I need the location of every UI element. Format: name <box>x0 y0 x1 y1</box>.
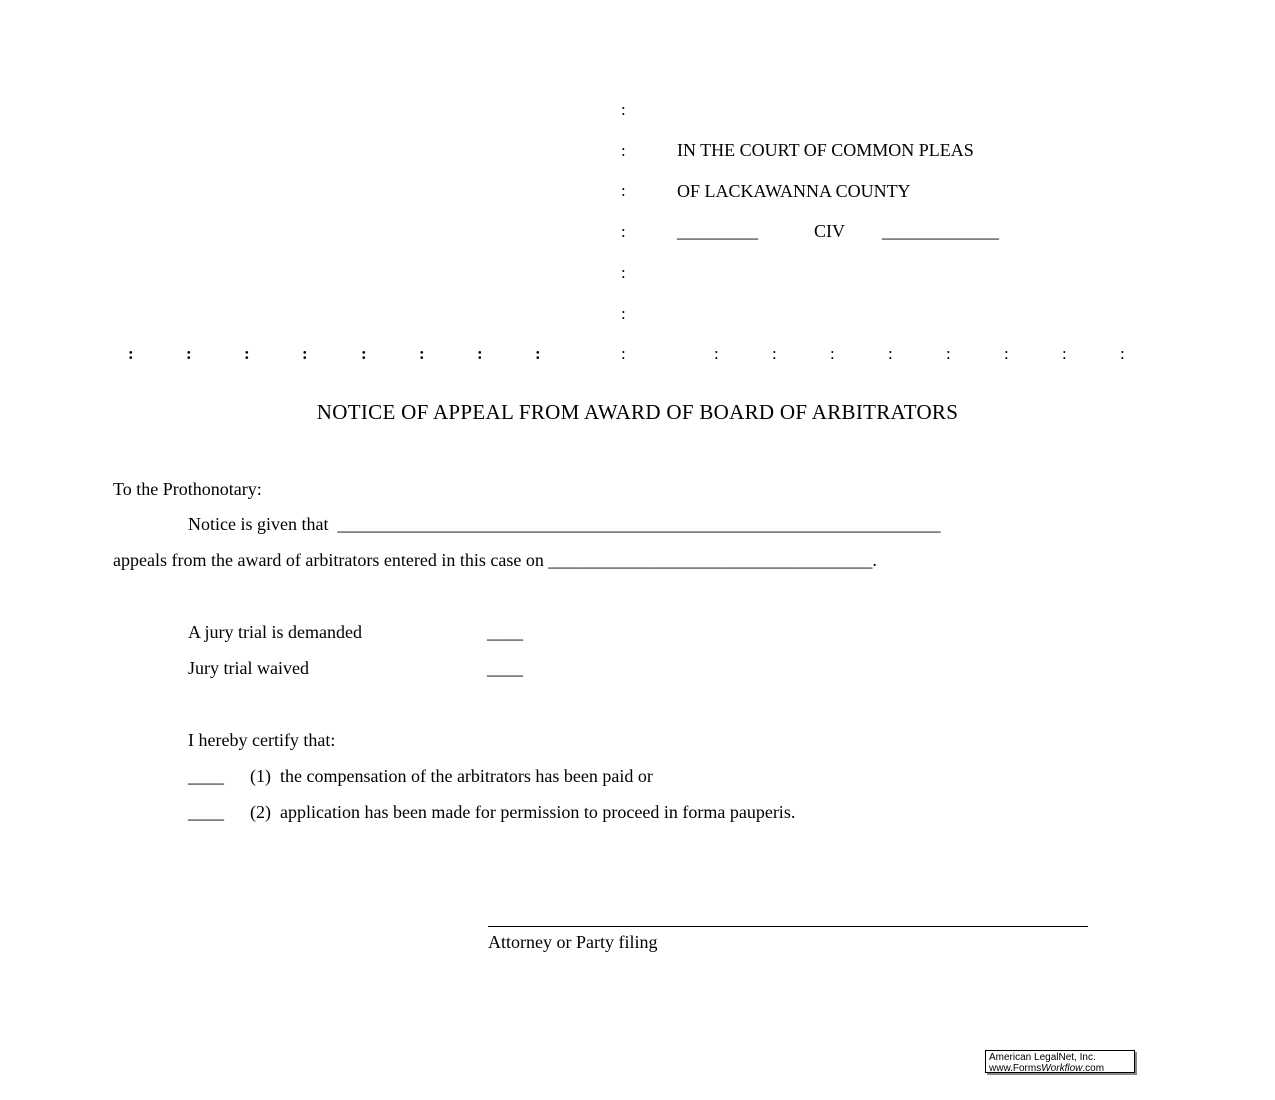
logo-line1: American LegalNet, Inc. <box>989 1052 1096 1063</box>
signature-line[interactable] <box>488 926 1088 927</box>
divider-colon: : <box>772 344 777 363</box>
divider-colon: : <box>1120 344 1125 363</box>
appeals-line[interactable]: appeals from the award of arbitrators entered in this case on ____________________________________. <box>113 550 877 570</box>
jury-demanded-blank[interactable]: ____ <box>487 622 523 642</box>
jury-waived-label: Jury trial waived <box>188 658 309 678</box>
divider-colon: : <box>946 344 951 363</box>
court-name-line1: IN THE COURT OF COMMON PLEAS <box>677 140 974 160</box>
divider-colon: : <box>477 344 483 363</box>
caption-colon: : <box>621 100 626 119</box>
logo-text: www.Forms <box>989 1063 1042 1074</box>
divider-colon: : <box>888 344 893 363</box>
document-title: NOTICE OF APPEAL FROM AWARD OF BOARD OF ARBITRATORS <box>316 400 959 424</box>
divider-colon: : <box>302 344 308 363</box>
option2-blank[interactable]: ____ <box>188 802 224 822</box>
caption-colon: : <box>621 141 626 160</box>
caption-colon: : <box>621 181 626 200</box>
caption-colon: : <box>621 222 626 241</box>
option1-blank[interactable]: ____ <box>188 766 224 786</box>
divider-colon: : <box>128 344 134 363</box>
divider-colon: : <box>419 344 425 363</box>
jury-waived-blank[interactable]: ____ <box>487 658 523 678</box>
divider-colon: : <box>361 344 367 363</box>
caption-colon: : <box>621 263 626 282</box>
divider-colon: : <box>714 344 719 363</box>
caption-colon: : <box>621 344 626 363</box>
divider-colon: : <box>1062 344 1067 363</box>
divider-colon: : <box>1004 344 1009 363</box>
caption-colon: : <box>621 304 626 323</box>
case-number-blank-left[interactable]: _________ <box>677 221 758 241</box>
divider-colon: : <box>244 344 250 363</box>
certify-label: I hereby certify that: <box>188 730 336 750</box>
notice-line[interactable]: Notice is given that ___________________________________________________________________ <box>188 514 941 534</box>
logo-line2 <box>989 1063 1131 1074</box>
court-name-line2: OF LACKAWANNA COUNTY <box>677 181 911 201</box>
divider-colon: : <box>186 344 192 363</box>
logo-text: .com <box>1082 1063 1105 1074</box>
signature-label: Attorney or Party filing <box>488 932 658 952</box>
logo-text: Workflow <box>1041 1063 1083 1074</box>
divider-colon: : <box>535 344 541 363</box>
salutation: To the Prothonotary: <box>113 479 262 499</box>
case-civ-label: CIV <box>814 221 845 241</box>
case-number-blank-right[interactable]: _____________ <box>882 221 999 241</box>
option2-text: (2) application has been made for permission to proceed in forma pauperis. <box>250 802 796 822</box>
divider-colon: : <box>830 344 835 363</box>
jury-demanded-label: A jury trial is demanded <box>188 622 362 642</box>
option1-text: (1) the compensation of the arbitrators has been paid or <box>250 766 653 786</box>
american-legalnet-logo <box>985 1050 1135 1073</box>
